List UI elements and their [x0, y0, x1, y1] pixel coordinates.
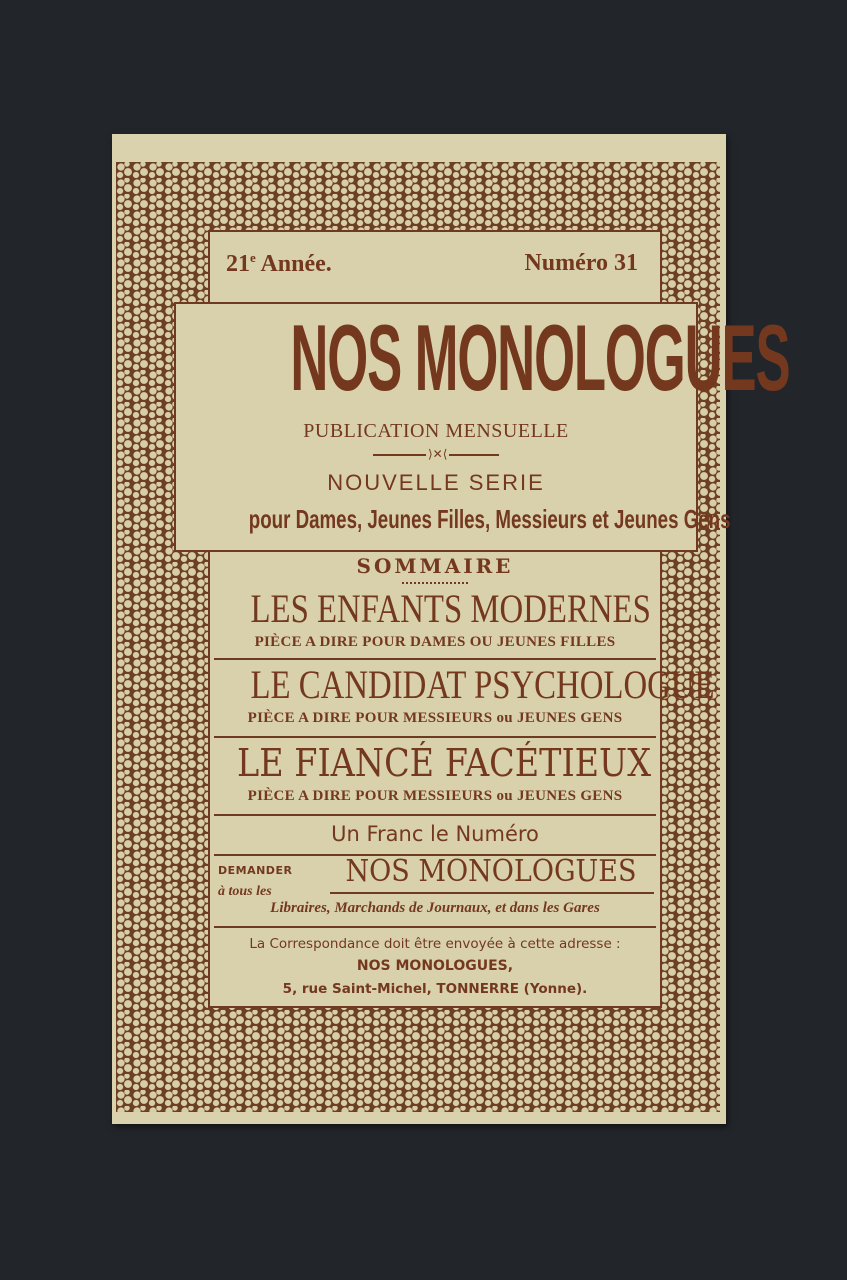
- price-line: Un Franc le Numéro: [331, 822, 539, 846]
- piece-title: LE CANDIDAT PSYCHOLOGUE: [250, 662, 715, 707]
- masthead-title: NOS MONOLOGUES: [290, 305, 790, 410]
- piece-subtitle: PIÈCE A DIRE POUR MESSIEURS ou JEUNES GENS: [247, 710, 623, 726]
- year-number: 21: [226, 251, 250, 277]
- piece-title: LES ENFANTS MODERNES: [250, 586, 651, 631]
- address-street: 5, rue Saint-Michel, TONNERRE (Yonne).: [282, 981, 588, 997]
- year-label: [226, 250, 332, 278]
- issue-number: Numéro 31: [524, 250, 638, 276]
- ornament-divider: [373, 447, 499, 461]
- divider: [214, 736, 656, 738]
- correspondence-note: La Correspondance doit être envoyée à cette adresse :: [249, 936, 621, 952]
- piece-subtitle: PIÈCE A DIRE POUR MESSIEURS ou JEUNES GENS: [247, 788, 623, 804]
- year-suffix: e: [250, 250, 256, 265]
- issue-header: [208, 230, 662, 304]
- divider: [214, 814, 656, 816]
- piece-subtitle: PIÈCE A DIRE POUR DAMES OU JEUNES FILLES: [254, 634, 616, 650]
- ask-at: à tous les: [218, 884, 272, 899]
- year-text: Année.: [260, 251, 332, 277]
- contents-heading: SOMMAIRE: [356, 554, 514, 578]
- ask-label: DEMANDER: [218, 864, 293, 877]
- audience-line: pour Dames, Jeunes Filles, Messieurs et Jeunes Gens: [248, 504, 731, 534]
- ask-title: NOS MONOLOGUES: [345, 854, 637, 889]
- ask-places: Libraires, Marchands de Journaux, et dans les Gares: [270, 900, 600, 916]
- divider: [330, 892, 654, 894]
- piece-title: LE FIANCÉ FACÉTIEUX: [237, 741, 652, 785]
- divider: [214, 658, 656, 660]
- divider: [214, 926, 656, 928]
- address-name: NOS MONOLOGUES,: [356, 958, 514, 974]
- series-label: NOUVELLE SERIE: [327, 470, 545, 495]
- publication-frequency: PUBLICATION MENSUELLE: [303, 420, 569, 442]
- wavy-underline: [402, 582, 468, 584]
- magazine-cover: [112, 134, 790, 1124]
- contents-block: [208, 550, 715, 1008]
- ornament-icon: ⟩✕⟨: [428, 447, 448, 461]
- title-block: [174, 302, 790, 552]
